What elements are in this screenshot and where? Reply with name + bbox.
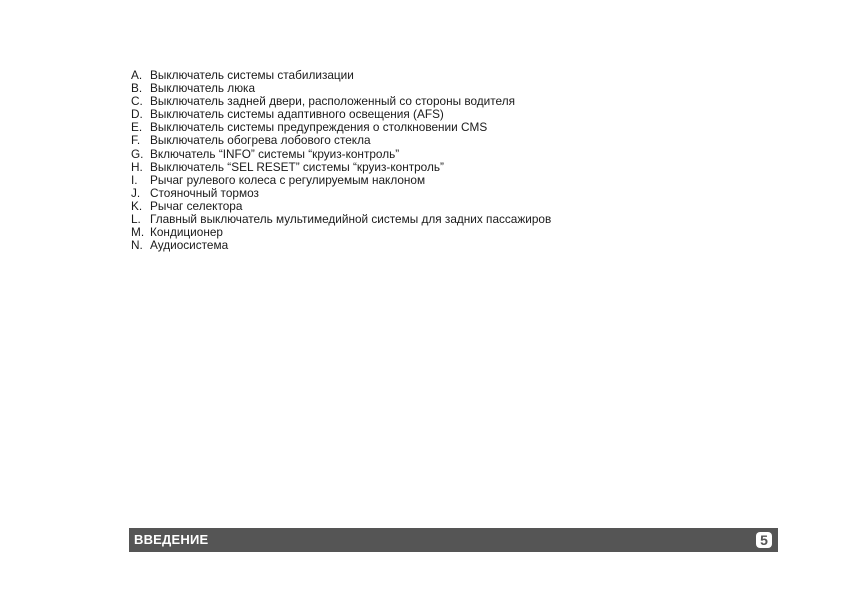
legend-item-f (131, 134, 551, 147)
legend-letter: L. (131, 212, 141, 227)
legend-letter: A. (131, 68, 143, 82)
legend-letter: E. (131, 120, 143, 135)
legend-item-j (131, 187, 551, 200)
legend-text: Включатель “INFO” системы “круиз-контроль” (150, 146, 400, 161)
legend-letter: K. (131, 198, 143, 213)
legend-letter: N. (131, 238, 143, 253)
legend-text: Рычаг селектора (150, 198, 243, 213)
section-footer-bar (129, 528, 778, 552)
legend-text: Выключатель люка (150, 81, 256, 96)
legend-text: Выключатель “SEL RESET” системы “круиз-контроль” (150, 159, 444, 174)
legend-letter: F. (131, 133, 141, 148)
legend-text: Выключатель задней двери, расположенный со стороны водителя (150, 94, 515, 109)
legend-text: Выключатель системы стабилизации (150, 68, 354, 82)
legend-text: Главный выключатель мультимедийной системы для задних пассажиров (150, 212, 552, 227)
legend-text: Выключатель обогрева лобового стекла (150, 133, 371, 148)
legend-text: Рычаг рулевого колеса с регулируемым наклоном (150, 172, 426, 187)
legend-letter: I. (131, 172, 138, 187)
legend-item-g (131, 148, 551, 161)
legend-text: Выключатель системы адаптивного освещения (AFS) (150, 107, 444, 122)
legend-item-i (131, 174, 551, 187)
legend-item-n (131, 239, 551, 252)
legend-letter: D. (131, 107, 143, 122)
legend-letter: C. (131, 94, 143, 109)
legend-letter: J. (131, 185, 141, 200)
legend-text: Аудиосистема (150, 238, 229, 253)
legend-letter: M. (131, 225, 145, 240)
legend-text: Выключатель системы предупреждения о столкновении CMS (150, 120, 488, 135)
legend-letter: B. (131, 81, 143, 96)
legend-letter: H. (131, 159, 143, 174)
page-number: 5 (756, 532, 772, 548)
component-legend-list (131, 69, 551, 252)
legend-letter: G. (131, 146, 144, 161)
legend-item-h (131, 161, 551, 174)
legend-text: Кондиционер (150, 225, 223, 240)
legend-text: Стояночный тормоз (150, 185, 259, 200)
section-title: ВВЕДЕНИЕ (134, 532, 209, 547)
